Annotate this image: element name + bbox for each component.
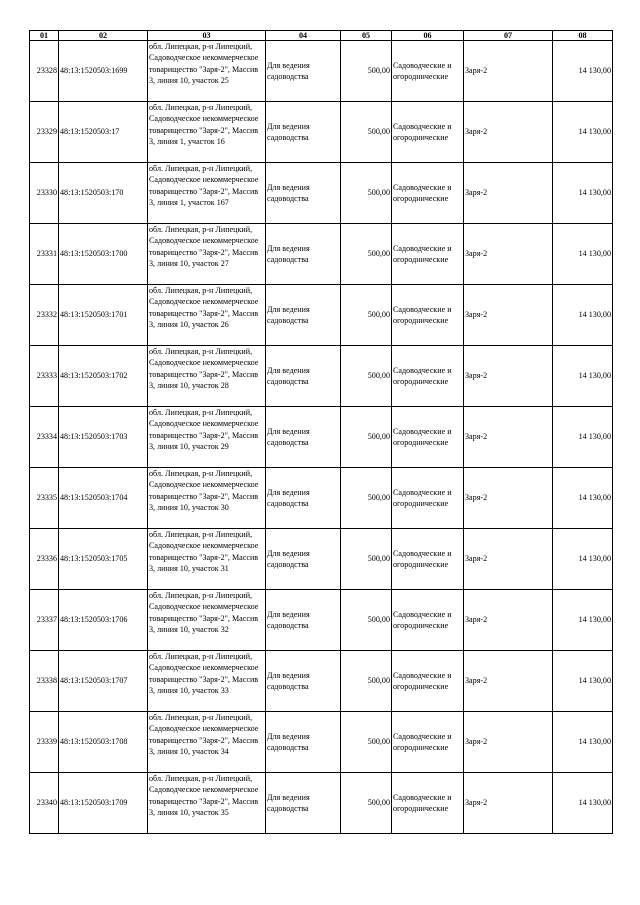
permitted-use: Для ведения садоводства — [266, 529, 341, 590]
record-number: 23332 — [30, 285, 59, 346]
land-category: Садоводческие и огороднические — [392, 224, 464, 285]
cadastral-value: 14 130,00 — [553, 346, 613, 407]
table-row — [30, 224, 613, 285]
area: 500,00 — [341, 224, 392, 285]
area: 500,00 — [341, 590, 392, 651]
record-number: 23338 — [30, 651, 59, 712]
header-col-07: 07 — [464, 31, 553, 41]
record-number: 23337 — [30, 590, 59, 651]
permitted-use: Для ведения садоводства — [266, 346, 341, 407]
cadastral-value: 14 130,00 — [553, 41, 613, 102]
header-row — [30, 31, 613, 41]
area: 500,00 — [341, 41, 392, 102]
address: обл. Липецкая, р-н Липецкий, Садоводческое некоммерческое товарищество "Заря-2", Массив 3, линия 10, участок 25 — [148, 41, 266, 102]
cadastral-value: 14 130,00 — [553, 224, 613, 285]
table-row — [30, 41, 613, 102]
permitted-use: Для ведения садоводства — [266, 41, 341, 102]
table-row — [30, 468, 613, 529]
settlement-name: Заря-2 — [464, 712, 553, 773]
land-category: Садоводческие и огороднические — [392, 346, 464, 407]
cadastral-number: 48:13:1520503:1705 — [59, 529, 148, 590]
cadastral-value: 14 130,00 — [553, 468, 613, 529]
address: обл. Липецкая, р-н Липецкий, Садоводческое некоммерческое товарищество "Заря-2", Массив 3, линия 10, участок 26 — [148, 285, 266, 346]
settlement-name: Заря-2 — [464, 224, 553, 285]
record-number: 23330 — [30, 163, 59, 224]
address: обл. Липецкая, р-н Липецкий, Садоводческое некоммерческое товарищество "Заря-2", Массив 3, линия 10, участок 35 — [148, 773, 266, 834]
permitted-use: Для ведения садоводства — [266, 163, 341, 224]
table-row — [30, 407, 613, 468]
record-number: 23331 — [30, 224, 59, 285]
settlement-name: Заря-2 — [464, 651, 553, 712]
cadastral-value: 14 130,00 — [553, 651, 613, 712]
area: 500,00 — [341, 773, 392, 834]
address: обл. Липецкая, р-н Липецкий, Садоводческое некоммерческое товарищество "Заря-2", Массив 3, линия 10, участок 27 — [148, 224, 266, 285]
cadastral-number: 48:13:1520503:1709 — [59, 773, 148, 834]
address: обл. Липецкая, р-н Липецкий, Садоводческое некоммерческое товарищество "Заря-2", Массив 3, линия 10, участок 30 — [148, 468, 266, 529]
settlement-name: Заря-2 — [464, 163, 553, 224]
record-number: 23339 — [30, 712, 59, 773]
record-number: 23336 — [30, 529, 59, 590]
land-category: Садоводческие и огороднические — [392, 529, 464, 590]
record-number: 23333 — [30, 346, 59, 407]
cadastral-value: 14 130,00 — [553, 590, 613, 651]
table-row — [30, 346, 613, 407]
record-number: 23329 — [30, 102, 59, 163]
land-category: Садоводческие и огороднические — [392, 285, 464, 346]
header-col-06: 06 — [392, 31, 464, 41]
address: обл. Липецкая, р-н Липецкий, Садоводческое некоммерческое товарищество "Заря-2", Массив 3, линия 10, участок 31 — [148, 529, 266, 590]
cadastral-number: 48:13:1520503:1708 — [59, 712, 148, 773]
permitted-use: Для ведения садоводства — [266, 468, 341, 529]
land-category: Садоводческие и огороднические — [392, 651, 464, 712]
address: обл. Липецкая, р-н Липецкий, Садоводческое некоммерческое товарищество "Заря-2", Массив 3, линия 10, участок 33 — [148, 651, 266, 712]
area: 500,00 — [341, 529, 392, 590]
area: 500,00 — [341, 468, 392, 529]
table-row — [30, 590, 613, 651]
cadastral-value: 14 130,00 — [553, 712, 613, 773]
address: обл. Липецкая, р-н Липецкий, Садоводческое некоммерческое товарищество "Заря-2", Массив 3, линия 10, участок 32 — [148, 590, 266, 651]
cadastral-number: 48:13:1520503:1707 — [59, 651, 148, 712]
area: 500,00 — [341, 163, 392, 224]
permitted-use: Для ведения садоводства — [266, 712, 341, 773]
cadastral-number: 48:13:1520503:1701 — [59, 285, 148, 346]
cadastral-value: 14 130,00 — [553, 773, 613, 834]
header-col-01: 01 — [30, 31, 59, 41]
settlement-name: Заря-2 — [464, 41, 553, 102]
settlement-name: Заря-2 — [464, 407, 553, 468]
table-body — [30, 41, 613, 834]
table-row — [30, 163, 613, 224]
cadastral-value: 14 130,00 — [553, 102, 613, 163]
land-category: Садоводческие и огороднические — [392, 407, 464, 468]
table-row — [30, 102, 613, 163]
table-row — [30, 285, 613, 346]
area: 500,00 — [341, 285, 392, 346]
address: обл. Липецкая, р-н Липецкий, Садоводческое некоммерческое товарищество "Заря-2", Массив 3, линия 1, участок 167 — [148, 163, 266, 224]
address: обл. Липецкая, р-н Липецкий, Садоводческое некоммерческое товарищество "Заря-2", Массив 3, линия 10, участок 29 — [148, 407, 266, 468]
cadastral-value: 14 130,00 — [553, 529, 613, 590]
permitted-use: Для ведения садоводства — [266, 224, 341, 285]
cadastral-number: 48:13:1520503:170 — [59, 163, 148, 224]
cadastral-number: 48:13:1520503:17 — [59, 102, 148, 163]
header-col-08: 08 — [553, 31, 613, 41]
permitted-use: Для ведения садоводства — [266, 102, 341, 163]
cadastral-number: 48:13:1520503:1704 — [59, 468, 148, 529]
permitted-use: Для ведения садоводства — [266, 590, 341, 651]
cadastral-number: 48:13:1520503:1699 — [59, 41, 148, 102]
table-header — [30, 31, 613, 41]
area: 500,00 — [341, 346, 392, 407]
table-row — [30, 712, 613, 773]
permitted-use: Для ведения садоводства — [266, 407, 341, 468]
land-category: Садоводческие и огороднические — [392, 712, 464, 773]
settlement-name: Заря-2 — [464, 285, 553, 346]
land-category: Садоводческие и огороднические — [392, 590, 464, 651]
land-registry-table — [29, 30, 613, 834]
address: обл. Липецкая, р-н Липецкий, Садоводческое некоммерческое товарищество "Заря-2", Массив 3, линия 10, участок 28 — [148, 346, 266, 407]
permitted-use: Для ведения садоводства — [266, 773, 341, 834]
land-category: Садоводческие и огороднические — [392, 773, 464, 834]
cadastral-number: 48:13:1520503:1703 — [59, 407, 148, 468]
area: 500,00 — [341, 407, 392, 468]
land-category: Садоводческие и огороднические — [392, 163, 464, 224]
header-col-05: 05 — [341, 31, 392, 41]
record-number: 23334 — [30, 407, 59, 468]
header-col-04: 04 — [266, 31, 341, 41]
settlement-name: Заря-2 — [464, 346, 553, 407]
land-category: Садоводческие и огороднические — [392, 468, 464, 529]
document-page — [29, 30, 612, 834]
settlement-name: Заря-2 — [464, 102, 553, 163]
header-col-03: 03 — [148, 31, 266, 41]
address: обл. Липецкая, р-н Липецкий, Садоводческое некоммерческое товарищество "Заря-2", Массив 3, линия 10, участок 34 — [148, 712, 266, 773]
settlement-name: Заря-2 — [464, 773, 553, 834]
area: 500,00 — [341, 651, 392, 712]
record-number: 23328 — [30, 41, 59, 102]
area: 500,00 — [341, 102, 392, 163]
cadastral-value: 14 130,00 — [553, 285, 613, 346]
record-number: 23340 — [30, 773, 59, 834]
table-row — [30, 529, 613, 590]
land-category: Садоводческие и огороднические — [392, 41, 464, 102]
settlement-name: Заря-2 — [464, 468, 553, 529]
table-row — [30, 651, 613, 712]
permitted-use: Для ведения садоводства — [266, 651, 341, 712]
cadastral-number: 48:13:1520503:1706 — [59, 590, 148, 651]
settlement-name: Заря-2 — [464, 529, 553, 590]
land-category: Садоводческие и огороднические — [392, 102, 464, 163]
table-row — [30, 773, 613, 834]
address: обл. Липецкая, р-н Липецкий, Садоводческое некоммерческое товарищество "Заря-2", Массив 3, линия 1, участок 16 — [148, 102, 266, 163]
record-number: 23335 — [30, 468, 59, 529]
cadastral-number: 48:13:1520503:1702 — [59, 346, 148, 407]
header-col-02: 02 — [59, 31, 148, 41]
settlement-name: Заря-2 — [464, 590, 553, 651]
cadastral-value: 14 130,00 — [553, 163, 613, 224]
area: 500,00 — [341, 712, 392, 773]
cadastral-value: 14 130,00 — [553, 407, 613, 468]
permitted-use: Для ведения садоводства — [266, 285, 341, 346]
cadastral-number: 48:13:1520503:1700 — [59, 224, 148, 285]
